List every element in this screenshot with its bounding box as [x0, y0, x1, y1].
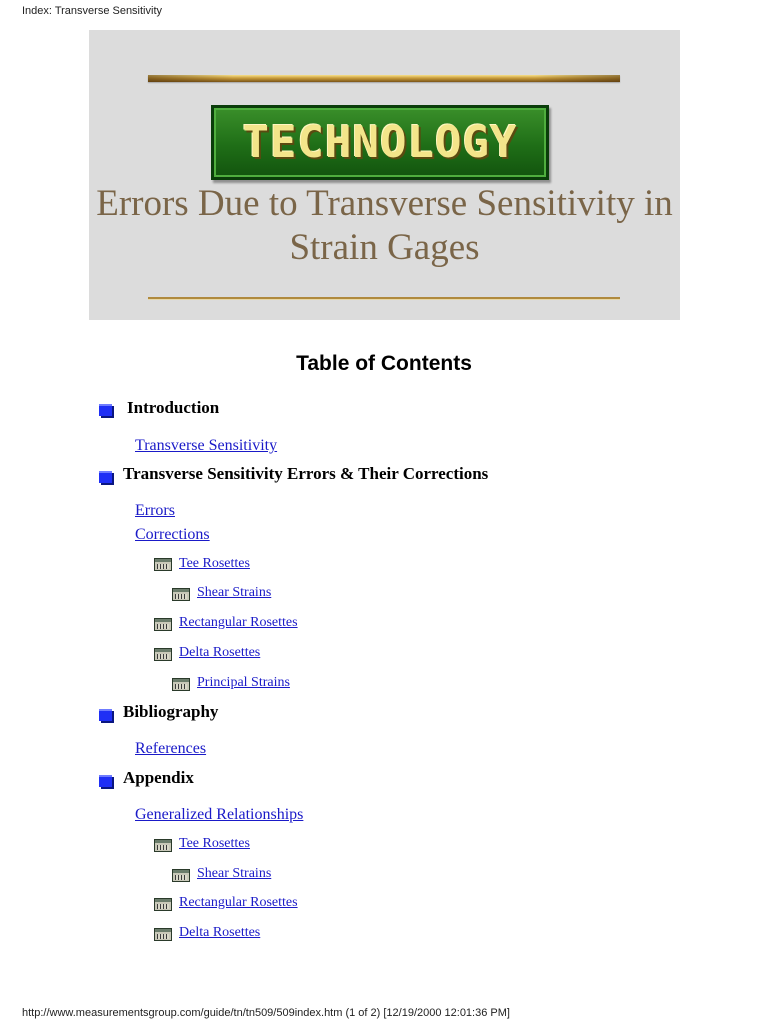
title-banner: [89, 30, 680, 320]
link-corrections-shear-strains[interactable]: Shear Strains: [197, 585, 272, 600]
page-title-line-1: Errors Due to Transverse Sensitivity in: [96, 183, 673, 224]
link-generalized-relationships[interactable]: Generalized Relationships: [135, 806, 304, 823]
section-bibliography: Bibliography: [123, 702, 219, 721]
link-corrections[interactable]: Corrections: [135, 526, 210, 543]
section-appendix: Appendix: [123, 768, 194, 787]
link-corrections-tee-rosettes[interactable]: Tee Rosettes: [179, 556, 250, 571]
gold-rule-top: [148, 75, 620, 82]
page-header: Index: Transverse Sensitivity: [22, 5, 163, 17]
link-corrections-principal-strains[interactable]: Principal Strains: [197, 675, 290, 690]
page-title: [89, 182, 680, 270]
document-icon: [154, 928, 172, 941]
link-corrections-rectangular-rosettes[interactable]: Rectangular Rosettes: [179, 615, 298, 630]
document-icon: [172, 588, 190, 601]
document-icon: [154, 898, 172, 911]
link-appendix-tee-rosettes[interactable]: Tee Rosettes: [179, 836, 250, 851]
document-icon: [172, 869, 190, 882]
section-errors-corrections: Transverse Sensitivity Errors & Their Corrections: [123, 464, 489, 483]
link-appendix-delta-rosettes[interactable]: Delta Rosettes: [179, 925, 261, 940]
blue-square-bullet-icon: [99, 404, 112, 416]
technology-logo-text: TECHNOLOGY: [242, 117, 518, 168]
link-errors[interactable]: Errors: [135, 502, 175, 519]
page-title-line-2: Strain Gages: [289, 227, 480, 268]
document-icon: [154, 839, 172, 852]
page-footer: http://www.measurementsgroup.com/guide/tn/tn509/509index.htm (1 of 2) [12/19/2000 12:01:36 PM]: [22, 1007, 510, 1019]
document-icon: [154, 558, 172, 571]
section-introduction: Introduction: [127, 398, 220, 417]
link-transverse-sensitivity[interactable]: Transverse Sensitivity: [135, 437, 278, 454]
link-references[interactable]: References: [135, 740, 207, 757]
blue-square-bullet-icon: [99, 471, 112, 483]
document-icon: [154, 618, 172, 631]
gold-rule-bottom: [148, 297, 620, 300]
toc-heading: Table of Contents: [296, 352, 472, 375]
technology-logo: [211, 105, 549, 180]
link-appendix-shear-strains[interactable]: Shear Strains: [197, 866, 272, 881]
link-corrections-delta-rosettes[interactable]: Delta Rosettes: [179, 645, 261, 660]
document-icon: [172, 678, 190, 691]
blue-square-bullet-icon: [99, 709, 112, 721]
document-icon: [154, 648, 172, 661]
link-appendix-rectangular-rosettes[interactable]: Rectangular Rosettes: [179, 895, 298, 910]
blue-square-bullet-icon: [99, 775, 112, 787]
